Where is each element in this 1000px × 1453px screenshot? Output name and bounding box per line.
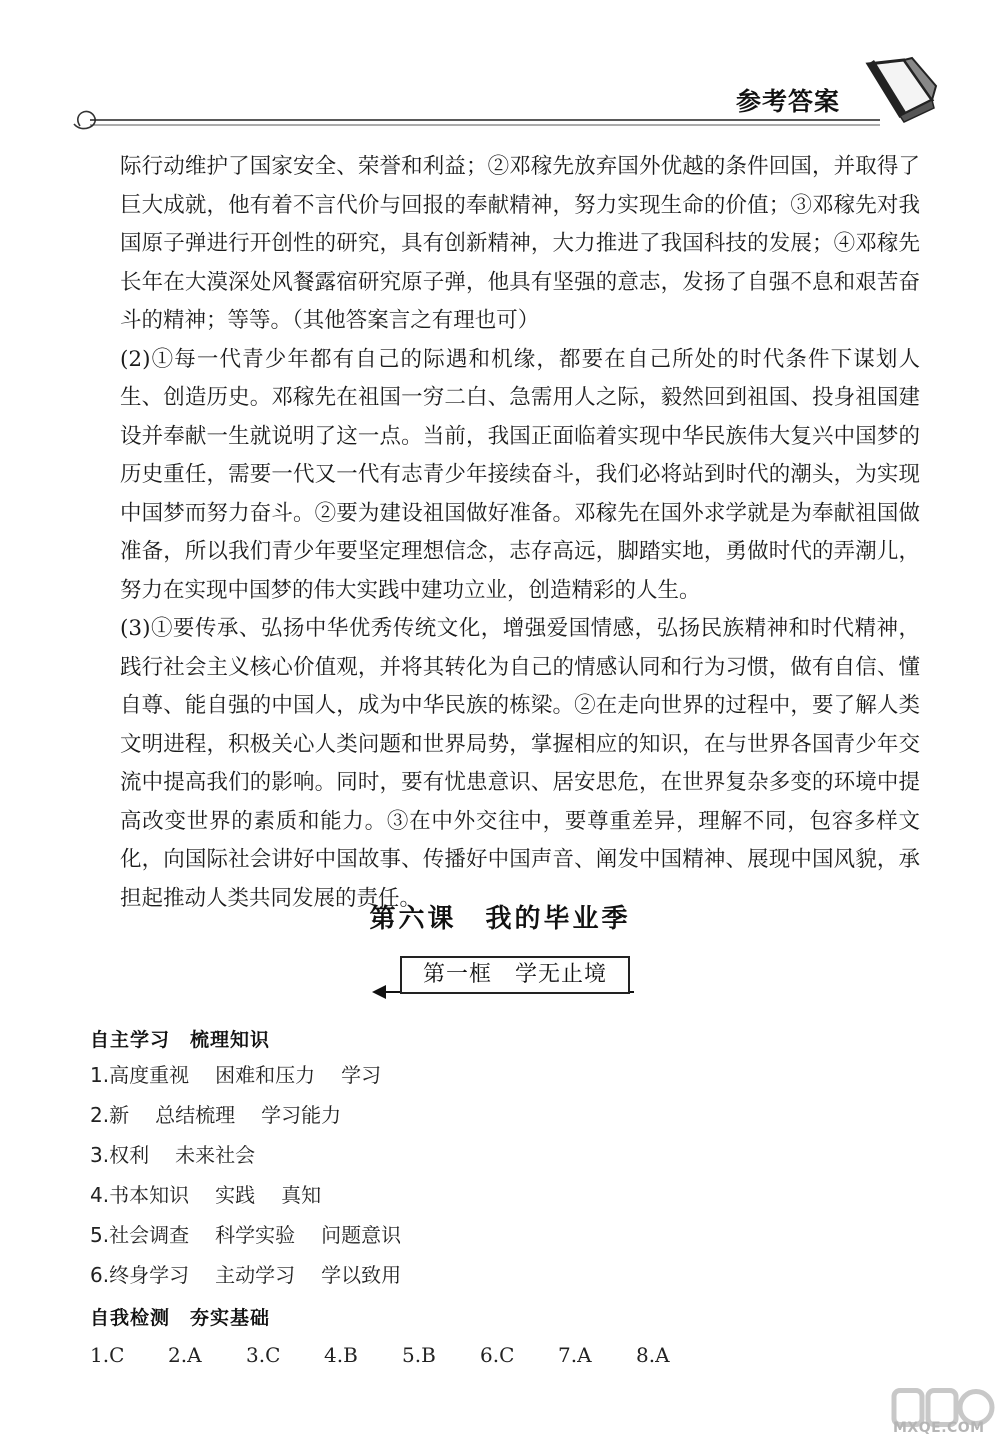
page-header [0,0,1000,150]
self-study-heading: 自主学习 梳理知识 [90,1029,271,1051]
multiple-choice-answers [90,1335,714,1375]
mc-answer: 5.B [402,1343,436,1367]
answer-para-1: 际行动维护了国家安全、荣誉和利益；②邓稼先放弃国外优越的条件回国，并取得了巨大成就，他有着不言代价与回报的奉献精神，努力实现生命的价值；③邓稼先对我国原子弹进行开创性的研究，具有创新精神，大力推进了我国科技的发展；④邓稼先长年在大漠深处风餐露宿研究原子弹，他具有坚强的意志，发扬了自强不息和艰苦奋斗的精神；等等。（其他答案言之有理也可） [120,154,920,333]
list-item: 4.书本知识 实践 真知 [90,1183,322,1207]
self-check-heading: 自我检测 夯实基础 [90,1307,271,1329]
mc-answer: 3.C [246,1343,281,1367]
answer-para-2: (2)①每一代青少年都有自己的际遇和机缘，都要在自己所处的时代条件下谋划人生、创造历史。邓稼先在祖国一穷二白、急需用人之际，毅然回到祖国、投身祖国建设并奉献一生就说明了这一点。当前，我国正面临着实现中华民族伟大复兴中国梦的历史重任，需要一代又一代有志青少年接续奋斗，我们必将站到时代的潮头，为实现中国梦而努力奋斗。②要为建设祖国做好准备。邓稼先在国外求学就是为奉献祖国做准备，所以我们青少年要坚定理想信念，志存高远，脚踏实地，勇做时代的弄潮儿，努力在实现中国梦的伟大实践中建功立业，创造精彩的人生。 [120,346,920,603]
lesson-title: 第六课 我的毕业季 [369,904,631,934]
answer-para-3: (3)①要传承、弘扬中华优秀传统文化，增强爱国情感，弘扬民族精神和时代精神，践行社会主义核心价值观，并将其转化为自己的情感认同和行为习惯，做有自信、懂自尊、能自强的中国人，成为中华民族的栋梁。②在走向世界的过程中，要了解人类文明进程，积极关心人类问题和世界局势，掌握相应的知识，在与世界各国青少年交流中提高我们的影响。同时，要有忧患意识、居安思危，在世界复杂多变的环境中提高改变世界的素质和能力。③在中外交往中，要尊重差异，理解不同，包容多样文化，向国际社会讲好中国故事、传播好中国声音、阐发中国精神、展现中国风貌，承担起推动人类共同发展的责任。 [120,616,920,911]
mc-answer: 8.A [636,1343,670,1367]
list-item: 5.社会调查 科学实验 问题意识 [90,1223,402,1247]
book-icon [860,56,940,126]
mc-answer: 7.A [558,1343,592,1367]
mc-answer: 1.C [90,1343,125,1367]
list-item: 1.高度重视 困难和压力 学习 [90,1063,382,1087]
self-study-list [90,1055,790,1295]
list-item: 3.权利 未来社会 [90,1143,256,1167]
section-title-box: 第一框 学无止境 [400,956,630,994]
list-item: 2.新 总结梳理 学习能力 [90,1103,342,1127]
header-title: 参考答案 [736,87,841,116]
mc-answer: 4.B [324,1343,358,1367]
watermark-text: MXQE.COM [893,1420,985,1436]
answer-text [120,148,920,918]
list-item: 6.终身学习 主动学习 学以致用 [90,1263,402,1287]
mc-answer: 6.C [480,1343,515,1367]
mc-answer: 2.A [168,1343,202,1367]
